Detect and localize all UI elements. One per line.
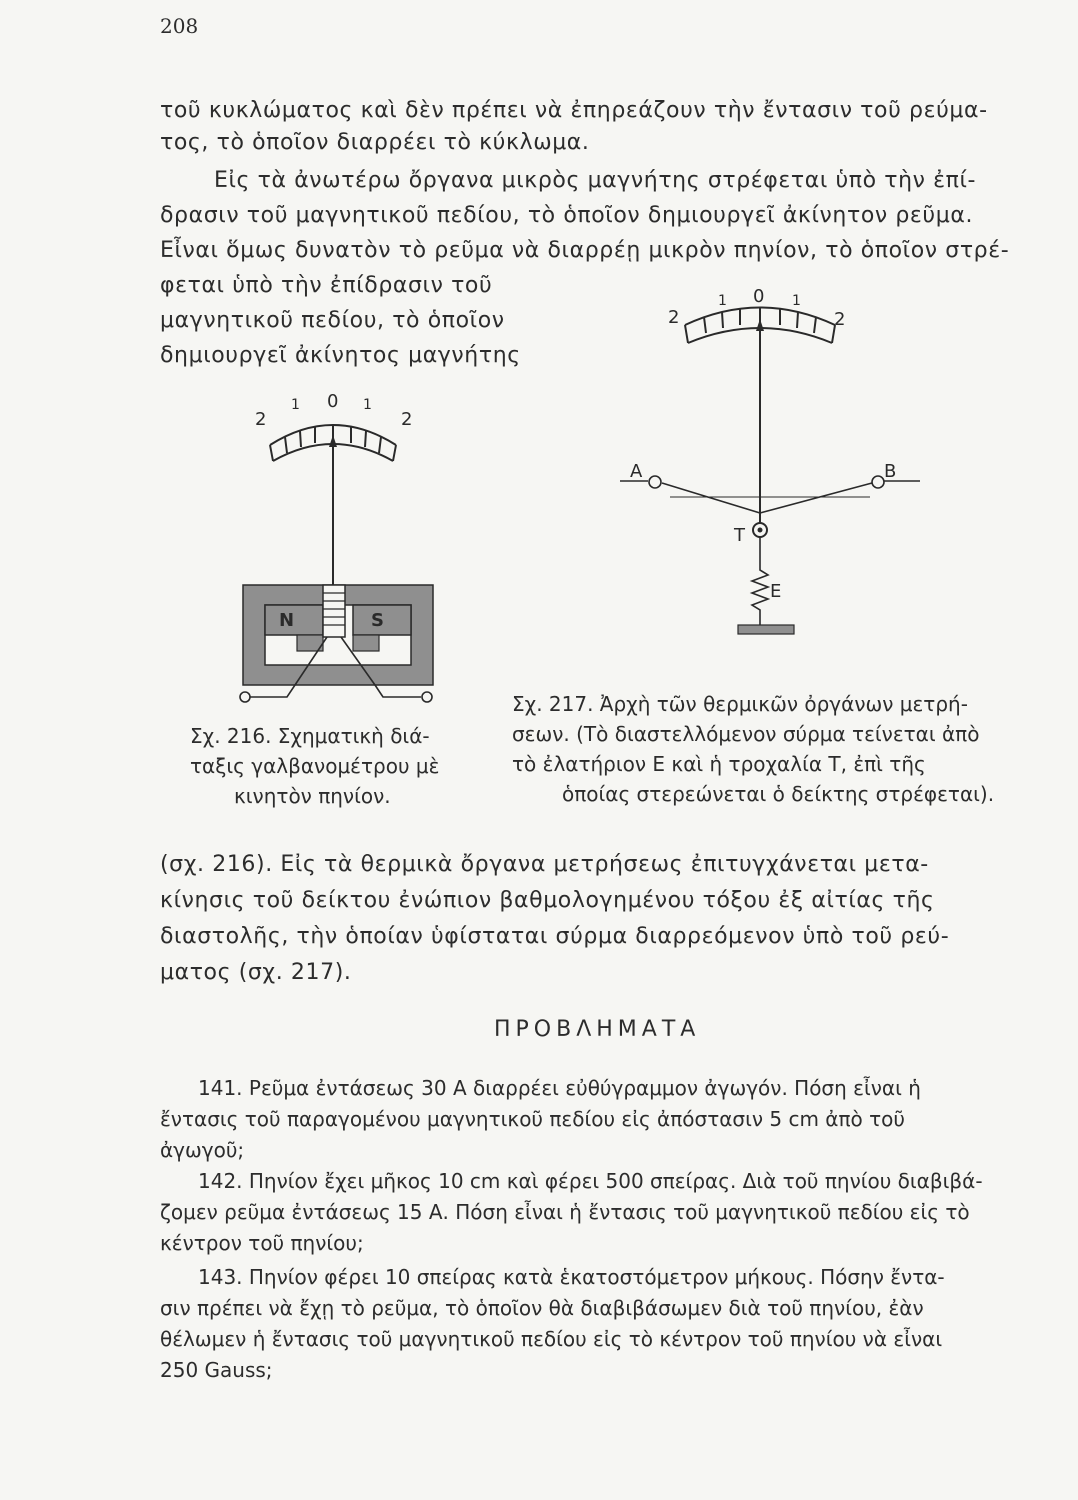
- text-line: ματος (σχ. 217).: [160, 960, 352, 985]
- caption-line: ταξις γαλβανομέτρου μὲ: [190, 754, 440, 778]
- problem-line: κέντρον τοῦ πηνίου;: [160, 1231, 364, 1255]
- text-line: Εἶναι ὅμως δυνατὸν τὸ ρεῦμα νὰ διαρρέῃ μικρὸν πηνίον, τὸ ὁποῖον στρέ-: [160, 238, 1010, 263]
- page-number: 208: [160, 14, 199, 38]
- caption-line: Σχ. 217. Ἀρχὴ τῶν θερμικῶν ὀργάνων μετρή-: [512, 692, 968, 716]
- scale-label: 1: [291, 397, 300, 413]
- hot-wire: [662, 483, 760, 513]
- problem-line: 250 Gauss;: [160, 1358, 273, 1382]
- text-line: τος, τὸ ὁποῖον διαρρέει τὸ κύκλωμα.: [160, 130, 590, 155]
- caption-line: κινητὸν πηνίον.: [234, 784, 391, 808]
- section-title: ΠΡΟΒΛΗΜΑΤΑ: [494, 1017, 701, 1042]
- terminal: [240, 692, 250, 702]
- terminal: [422, 692, 432, 702]
- caption-line: τὸ ἐλατήριον Ε καὶ ἡ τροχαλία Τ, ἐπὶ τῆς: [512, 752, 926, 776]
- label-b: B: [884, 461, 897, 482]
- terminal-a: [649, 476, 661, 488]
- scale-label: 0: [327, 391, 339, 412]
- text-line: Εἰς τὰ ἀνωτέρω ὄργανα μικρὸς μαγνήτης στρέφεται ὑπὸ τὴν ἐπί-: [214, 168, 977, 193]
- text-line: δρασιν τοῦ μαγνητικοῦ πεδίου, τὸ ὁποῖον δημιουργεῖ ἀκίνητον ρεῦμα.: [160, 203, 974, 228]
- problem-line: θέλωμεν ἡ ἔντασις τοῦ μαγνητικοῦ πεδίου εἰς τὸ κέντρον τοῦ πηνίου νὰ εἶναι: [160, 1327, 943, 1351]
- pole-n: N: [279, 610, 295, 631]
- text-line: μαγνητικοῦ πεδίου, τὸ ὁποῖον: [160, 308, 505, 333]
- figure-216-galvanometer: [235, 385, 440, 715]
- text-line: τοῦ κυκλώματος καὶ δὲν πρέπει νὰ ἐπηρεάζουν τὴν ἔντασιν τοῦ ρεύμα-: [160, 98, 988, 123]
- text-line: διαστολῆς, τὴν ὁποίαν ὑφίσταται σύρμα διαρρεόμενον ὑπὸ τοῦ ρεύ-: [160, 924, 950, 949]
- scale-label: 2: [668, 307, 680, 328]
- text-line: δημιουργεῖ ἀκίνητος μαγνήτης: [160, 343, 521, 368]
- text-line: κίνησις τοῦ δείκτου ἐνώπιον βαθμολογημένου τόξου ἐξ αἰτίας τῆς: [160, 888, 935, 913]
- caption-line: Σχ. 216. Σχηματικὴ διά-: [190, 724, 430, 748]
- scale-label: 0: [753, 286, 765, 307]
- caption-line: σεων. (Τὸ διαστελλόμενον σύρμα τείνεται ἀπὸ: [512, 722, 980, 746]
- text-line: (σχ. 216). Εἰς τὰ θερμικὰ ὄργανα μετρήσεως ἐπιτυγχάνεται μετα-: [160, 852, 929, 877]
- terminal-b: [872, 476, 884, 488]
- scale-label: 2: [834, 309, 846, 330]
- label-t: T: [734, 525, 745, 546]
- scale-label: 1: [792, 293, 801, 309]
- caption-line: ὁποίας στερεώνεται ὁ δείκτης στρέφεται).: [562, 782, 995, 806]
- scale-label: 2: [255, 409, 267, 430]
- figure-217-thermal-instrument: [620, 285, 920, 655]
- spring: [752, 537, 768, 625]
- problem-line: ἔντασις τοῦ παραγομένου μαγνητικοῦ πεδίου εἰς ἀπόστασιν 5 cm ἀπὸ τοῦ: [160, 1107, 905, 1131]
- scale-label: 2: [401, 409, 413, 430]
- pole-s: S: [371, 610, 384, 631]
- problem-line: 142. Πηνίον ἔχει μῆκος 10 cm καὶ φέρει 500 σπείρας. Διὰ τοῦ πηνίου διαβιβά-: [198, 1169, 983, 1193]
- label-a: A: [630, 461, 643, 482]
- problem-line: 143. Πηνίον φέρει 10 σπείρας κατὰ ἑκατοστόμετρον μήκους. Πόσην ἔντα-: [198, 1265, 945, 1289]
- problem-line: ζομεν ρεῦμα ἐντάσεως 15 Α. Πόση εἶναι ἡ ἔντασις τοῦ μαγνητικοῦ πεδίου εἰς τὸ: [160, 1200, 970, 1224]
- label-e: E: [770, 581, 782, 602]
- problem-line: 141. Ρεῦμα ἐντάσεως 30 Α διαρρέει εὐθύγραμμον ἀγωγόν. Πόση εἶναι ἡ: [198, 1076, 921, 1100]
- problem-line: σιν πρέπει νὰ ἔχῃ τὸ ρεῦμα, τὸ ὁποῖον θὰ διαβιβάσωμεν διὰ τοῦ πηνίου, ἐὰν: [160, 1296, 924, 1320]
- base: [738, 625, 794, 634]
- scale-label: 1: [718, 293, 727, 309]
- text-line: φεται ὑπὸ τὴν ἐπίδρασιν τοῦ: [160, 273, 493, 298]
- scale-label: 1: [363, 397, 372, 413]
- problem-line: ἀγωγοῦ;: [160, 1138, 245, 1162]
